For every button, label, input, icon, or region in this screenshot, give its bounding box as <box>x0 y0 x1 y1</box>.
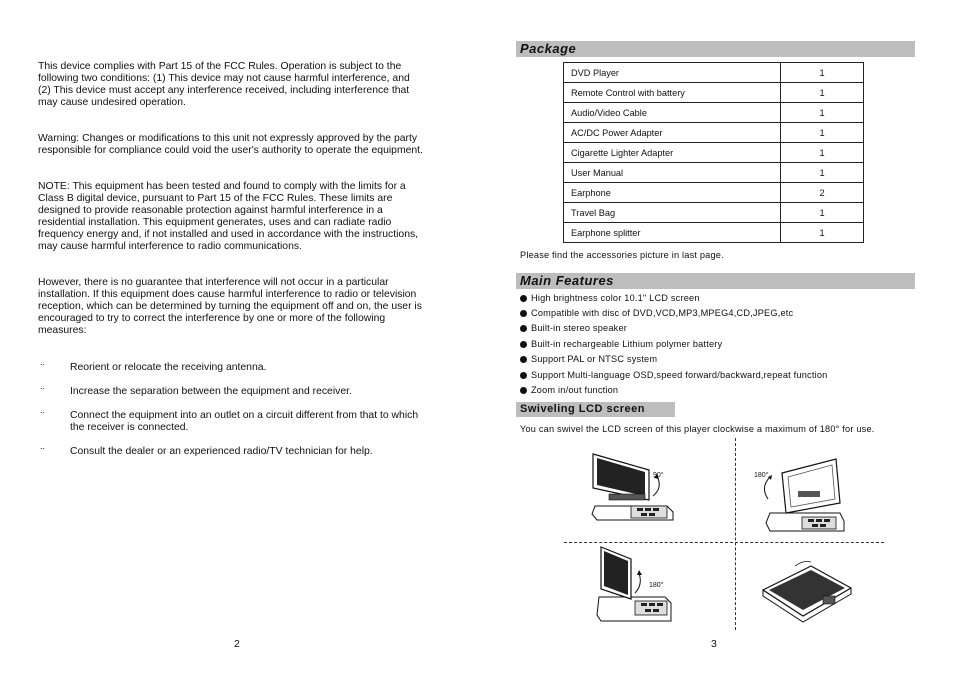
item-name: User Manual <box>564 163 781 183</box>
item-name: Travel Bag <box>564 203 781 223</box>
angle-label: 180° <box>649 582 664 589</box>
table-row <box>564 123 864 143</box>
bullet-dot-icon <box>520 356 527 363</box>
measure-item: Increase the separation between the equipment and receiver. <box>70 386 352 397</box>
item-name: Audio/Video Cable <box>564 103 781 123</box>
feature-item: Support Multi-language OSD,speed forward/backward,repeat function <box>520 369 827 381</box>
feature-item: High brightness color 10.1" LCD screen <box>520 292 700 304</box>
note-paragraph: NOTE: This equipment has been tested and found to comply with the limits for a Class B digital device, pursuant to Part 15 of the FCC Rules. These limits are designed to provide reasonable protection against harmful interference in a residential installation. This equipment generates, uses and can radiate radio frequency energy and, if not installed and used in accordance with the instructions, may cause harmful interference to radio communications. <box>38 181 419 252</box>
item-qty: 1 <box>781 203 864 223</box>
angle-label: 90° <box>653 472 664 479</box>
feature-item: Built-in rechargeable Lithium polymer battery <box>520 338 722 350</box>
table-row <box>564 203 864 223</box>
item-qty: 1 <box>781 143 864 163</box>
measure-item: Reorient or relocate the receiving antenna. <box>70 362 267 373</box>
bullet-dot-icon <box>520 372 527 379</box>
item-qty: 2 <box>781 183 864 203</box>
guarantee-paragraph: However, there is no guarantee that interference will not occur in a particular installation. If this equipment does cause harmful interference to radio or television reception, which can be determined by turning the equipment off and on, the user is encouraged to try to correct the interference by one or more of the following measures: <box>38 277 422 336</box>
player-90-degree-illustration <box>587 448 697 532</box>
swiveling-heading: Swiveling LCD screen <box>516 402 675 417</box>
measure-bullet: .. <box>40 357 46 367</box>
illustration-divider-vertical <box>735 438 736 630</box>
right-page <box>477 0 954 688</box>
table-row <box>564 83 864 103</box>
player-tablet-mode-illustration <box>759 560 859 624</box>
accessories-note: Please find the accessories picture in last page. <box>520 250 724 260</box>
illustration-divider-horizontal <box>564 542 884 543</box>
item-qty: 1 <box>781 83 864 103</box>
package-heading: Package <box>516 41 915 57</box>
page-number: 3 <box>711 638 717 650</box>
measure-bullet: .. <box>40 405 46 415</box>
table-row <box>564 143 864 163</box>
item-name: Remote Control with battery <box>564 83 781 103</box>
feature-item: Compatible with disc of DVD,VCD,MP3,MPEG4,CD,JPEG,etc <box>520 307 793 319</box>
swiveling-description: You can swivel the LCD screen of this player clockwise a maximum of 180° for use. <box>520 424 875 434</box>
feature-item: Built-in stereo speaker <box>520 322 627 334</box>
measure-bullet: .. <box>40 441 46 451</box>
measure-bullet: .. <box>40 381 46 391</box>
table-row <box>564 183 864 203</box>
feature-item: Zoom in/out function <box>520 384 618 396</box>
item-qty: 1 <box>781 223 864 243</box>
page-number: 2 <box>234 638 240 650</box>
table-row <box>564 223 864 243</box>
table-row <box>564 103 864 123</box>
table-row <box>564 163 864 183</box>
item-name: Earphone splitter <box>564 223 781 243</box>
fcc-compliance-paragraph: This device complies with Part 15 of the FCC Rules. Operation is subject to the following two conditions: (1) This device may not cause harmful interference, and (2) This device must accept any interference received, including interference that may cause undesired operation. <box>38 61 410 108</box>
bullet-dot-icon <box>520 387 527 394</box>
bullet-dot-icon <box>520 341 527 348</box>
item-qty: 1 <box>781 123 864 143</box>
bullet-dot-icon <box>520 310 527 317</box>
main-features-heading: Main Features <box>516 273 915 289</box>
item-name: Cigarette Lighter Adapter <box>564 143 781 163</box>
angle-label: 180° <box>754 472 769 479</box>
item-name: DVD Player <box>564 63 781 83</box>
item-name: Earphone <box>564 183 781 203</box>
player-180-degree-illustration <box>752 455 862 539</box>
item-name: AC/DC Power Adapter <box>564 123 781 143</box>
measure-item: Consult the dealer or an experienced radio/TV technician for help. <box>70 446 373 457</box>
item-qty: 1 <box>781 103 864 123</box>
measure-item: Connect the equipment into an outlet on a circuit different from that to which the receiver is connected. <box>70 410 419 433</box>
bullet-dot-icon <box>520 325 527 332</box>
player-180-degree-folded-illustration <box>595 545 695 625</box>
feature-item: Support PAL or NTSC system <box>520 353 657 365</box>
warning-paragraph: Warning: Changes or modifications to this unit not expressly approved by the party responsible for compliance could void the user's authority to operate the equipment. <box>38 133 423 156</box>
package-table <box>563 62 864 243</box>
table-row <box>564 63 864 83</box>
bullet-dot-icon <box>520 295 527 302</box>
item-qty: 1 <box>781 63 864 83</box>
item-qty: 1 <box>781 163 864 183</box>
